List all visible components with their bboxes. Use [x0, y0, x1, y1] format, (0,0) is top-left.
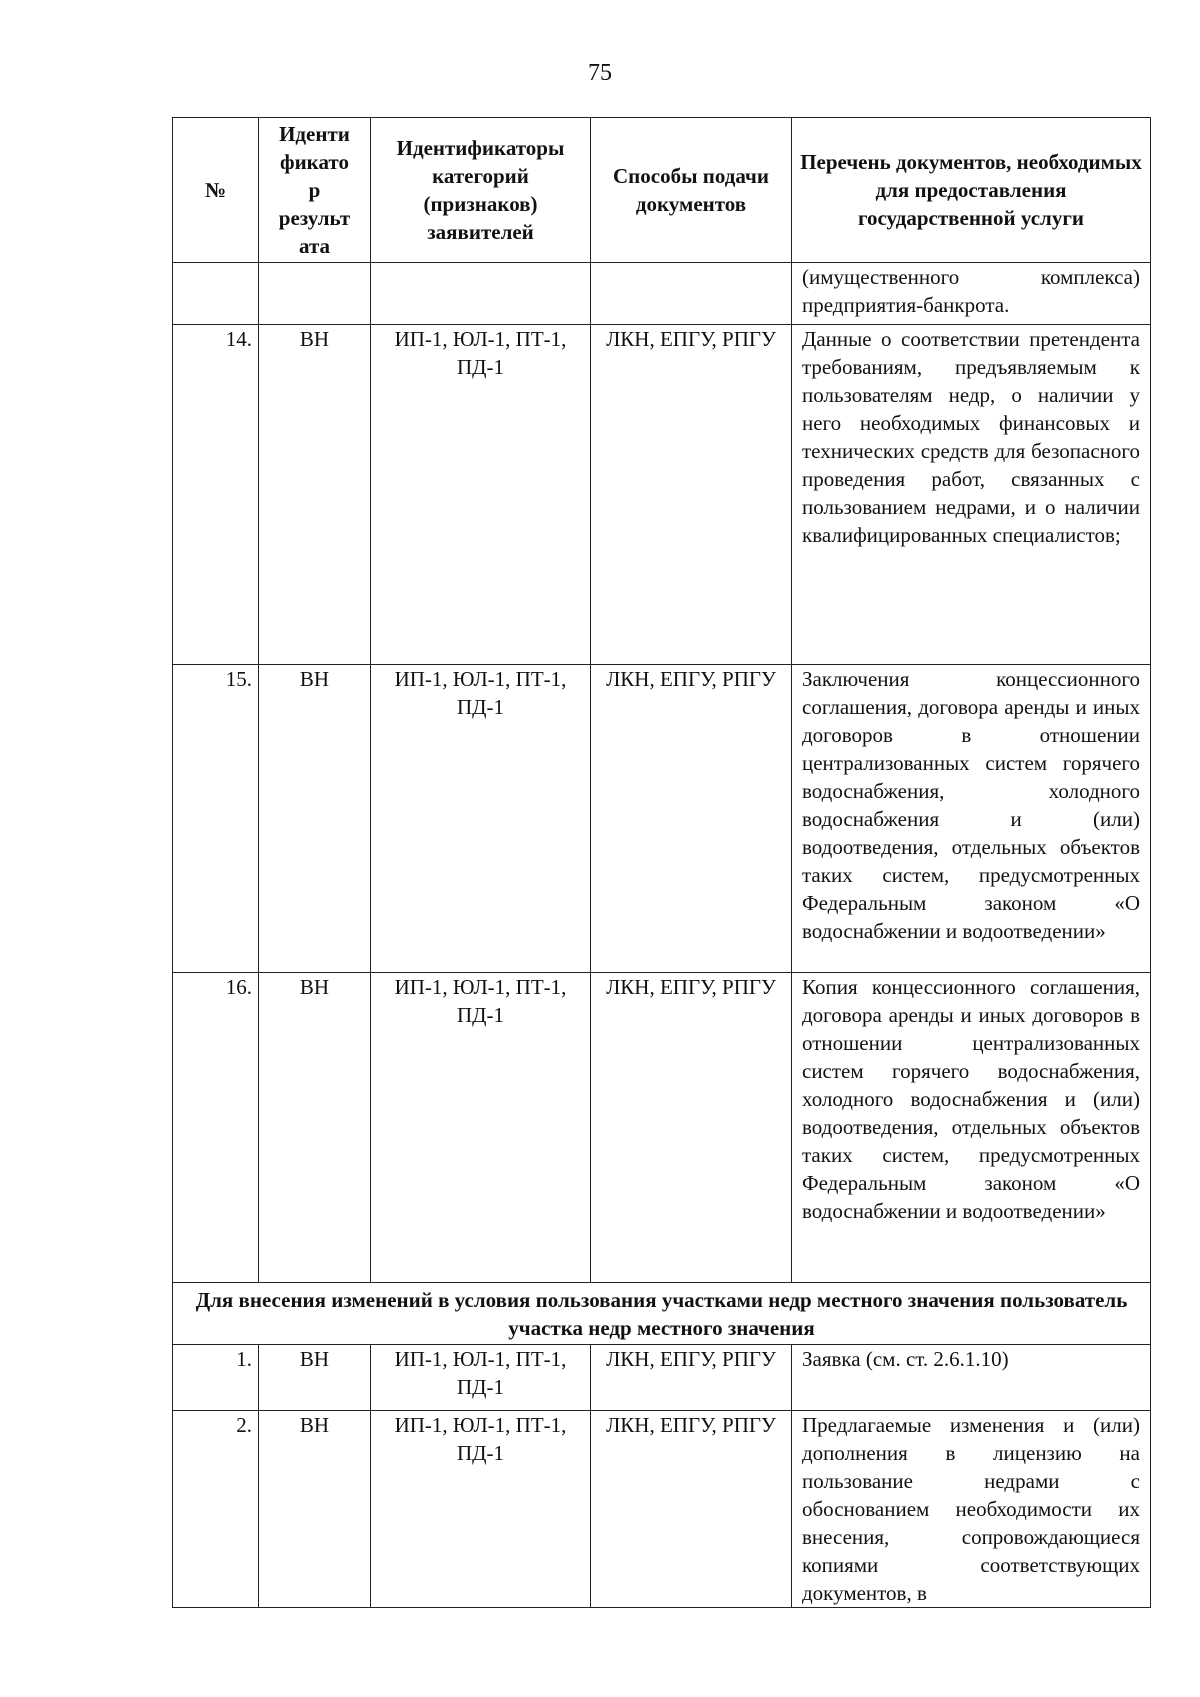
row-result-id: ВН	[259, 1345, 371, 1411]
header-categories: Идентификаторы категорий (признаков) заявителей	[371, 118, 591, 263]
row-documents: Предлагаемые изменения и (или) дополнения в лицензию на пользование недрами с обоснованием необходимости их внесения, сопровождающиеся копиями соответствующих документов, в	[792, 1411, 1151, 1608]
row-result-id: ВН	[259, 973, 371, 1283]
row-methods: ЛКН, ЕПГУ, РПГУ	[591, 1411, 792, 1608]
row-categories: ИП-1, ЮЛ-1, ПТ-1, ПД-1	[371, 325, 591, 665]
row-methods: ЛКН, ЕПГУ, РПГУ	[591, 1345, 792, 1411]
row-result-id: ВН	[259, 665, 371, 973]
row-categories: ИП-1, ЮЛ-1, ПТ-1, ПД-1	[371, 665, 591, 973]
row-categories: ИП-1, ЮЛ-1, ПТ-1, ПД-1	[371, 973, 591, 1283]
table-row	[173, 325, 1151, 665]
table-row	[173, 973, 1151, 1283]
row-result-id: ВН	[259, 325, 371, 665]
section-title: Для внесения изменений в условия пользования участками недр местного значения пользователь участка недр местного значения	[173, 1283, 1151, 1345]
row-documents: Заявка (см. ст. 2.6.1.10)	[792, 1345, 1151, 1411]
row-categories: ИП-1, ЮЛ-1, ПТ-1, ПД-1	[371, 1345, 591, 1411]
header-methods: Способы подачи документов	[591, 118, 792, 263]
row-documents: (имущественного комплекса) предприятия-банкрота.	[792, 263, 1151, 325]
row-number: 2.	[173, 1411, 259, 1608]
table-row	[173, 665, 1151, 973]
header-result-id: Иденти фикато р результ ата	[259, 118, 371, 263]
row-documents: Копия концессионного соглашения, договора аренды и иных договоров в отношении централизованных систем горячего водоснабжения, холодного водоснабжения и (или) водоотведения, отдельных объектов таких систем, предусмотренных Федеральным законом «О водоснабжении и водоотведении»	[792, 973, 1151, 1283]
header-number: №	[173, 118, 259, 263]
documents-table	[172, 117, 1151, 1608]
table-row	[173, 1345, 1151, 1411]
row-number	[173, 263, 259, 325]
section-row	[173, 1283, 1151, 1345]
row-methods: ЛКН, ЕПГУ, РПГУ	[591, 325, 792, 665]
row-number: 14.	[173, 325, 259, 665]
row-categories: ИП-1, ЮЛ-1, ПТ-1, ПД-1	[371, 1411, 591, 1608]
row-documents: Данные о соответствии претендента требованиям, предъявляемым к пользователям недр, о наличии у него необходимых финансовых и технических средств для безопасного проведения работ, связанных с пользованием недрами, и о наличии квалифицированных специалистов;	[792, 325, 1151, 665]
table-row	[173, 263, 1151, 325]
row-documents: Заключения концессионного соглашения, договора аренды и иных договоров в отношении централизованных систем горячего водоснабжения, холодного водоснабжения и (или) водоотведения, отдельных объектов таких систем, предусмотренных Федеральным законом «О водоснабжении и водоотведении»	[792, 665, 1151, 973]
row-result-id: ВН	[259, 1411, 371, 1608]
row-result-id	[259, 263, 371, 325]
header-documents: Перечень документов, необходимых для предоставления государственной услуги	[792, 118, 1151, 263]
row-methods: ЛКН, ЕПГУ, РПГУ	[591, 973, 792, 1283]
row-methods	[591, 263, 792, 325]
row-number: 15.	[173, 665, 259, 973]
row-categories	[371, 263, 591, 325]
page-number: 75	[588, 60, 612, 86]
table-header-row	[173, 118, 1151, 263]
row-number: 16.	[173, 973, 259, 1283]
row-number: 1.	[173, 1345, 259, 1411]
table-row	[173, 1411, 1151, 1608]
row-methods: ЛКН, ЕПГУ, РПГУ	[591, 665, 792, 973]
